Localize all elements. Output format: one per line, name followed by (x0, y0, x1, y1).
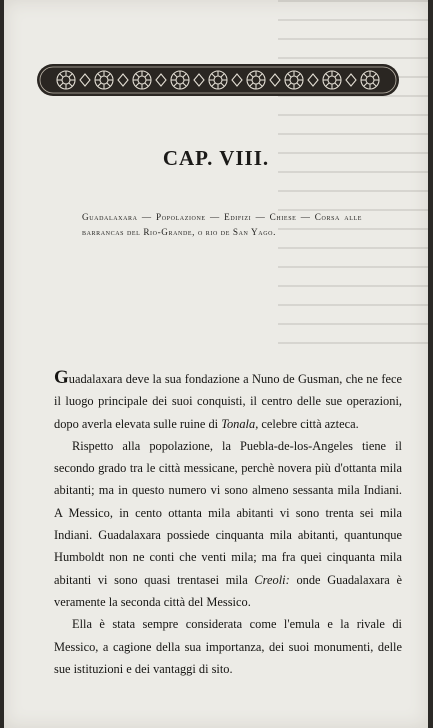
chapter-title: CAP. VIII. (162, 146, 270, 170)
paragraph-1-end: celebre città azteca. (258, 416, 359, 431)
paragraph-3: Ella è stata sempre considerata come l'emula e la rivale di Messico, a cagione della sua importanza, dei suoi monumenti, delle sue istituzioni e dei vantaggi di sito. (54, 617, 402, 676)
chapter-summary: Guadalaxara — Popolazione — Edifizi — Chiese — Corsa alle barrancas del Rio-Grande, o rio de San Yago. (82, 212, 362, 237)
paragraph-1-italic: Tonala, (221, 416, 259, 431)
bleed-through-texture (278, 0, 428, 360)
paragraph-2 (54, 435, 402, 613)
paragraph-2-italic: Creoli: (254, 572, 290, 587)
decorative-header-ornament (36, 60, 400, 100)
paragraph-1 (54, 368, 402, 435)
body-text (54, 368, 402, 680)
book-page (4, 0, 428, 728)
paragraph-2-end: onde Guadalaxara è veramente la seconda città del Messico. (54, 572, 402, 609)
drop-letter: G (54, 367, 69, 388)
page-edge-shadow (428, 0, 433, 728)
paragraph-2-text: Rispetto alla popolazione, la Puebla-de-los-Angeles tiene il secondo grado tra le città messicane, perchè novera più d'ottanta mila abitanti; ma in questo numero vi sono almeno sessanta mila Indiani. A Messico, in cento ottanta mila abitanti vi sono trenta sei mila Indiani. Guadalaxara possiede cinquanta mila abitanti, quantunque Humboldt non ne conti che venti mila; ma fra quei cinquanta mila abitanti vi sono quasi trentasei mila (54, 438, 402, 587)
paragraph-1-text: uadalaxara deve la sua fondazione a Nuno de Gusman, che ne fece il luogo principale dei suoi conquisti, il centro delle sue operazioni, dopo averla elevata sulle ruine di (54, 372, 402, 431)
